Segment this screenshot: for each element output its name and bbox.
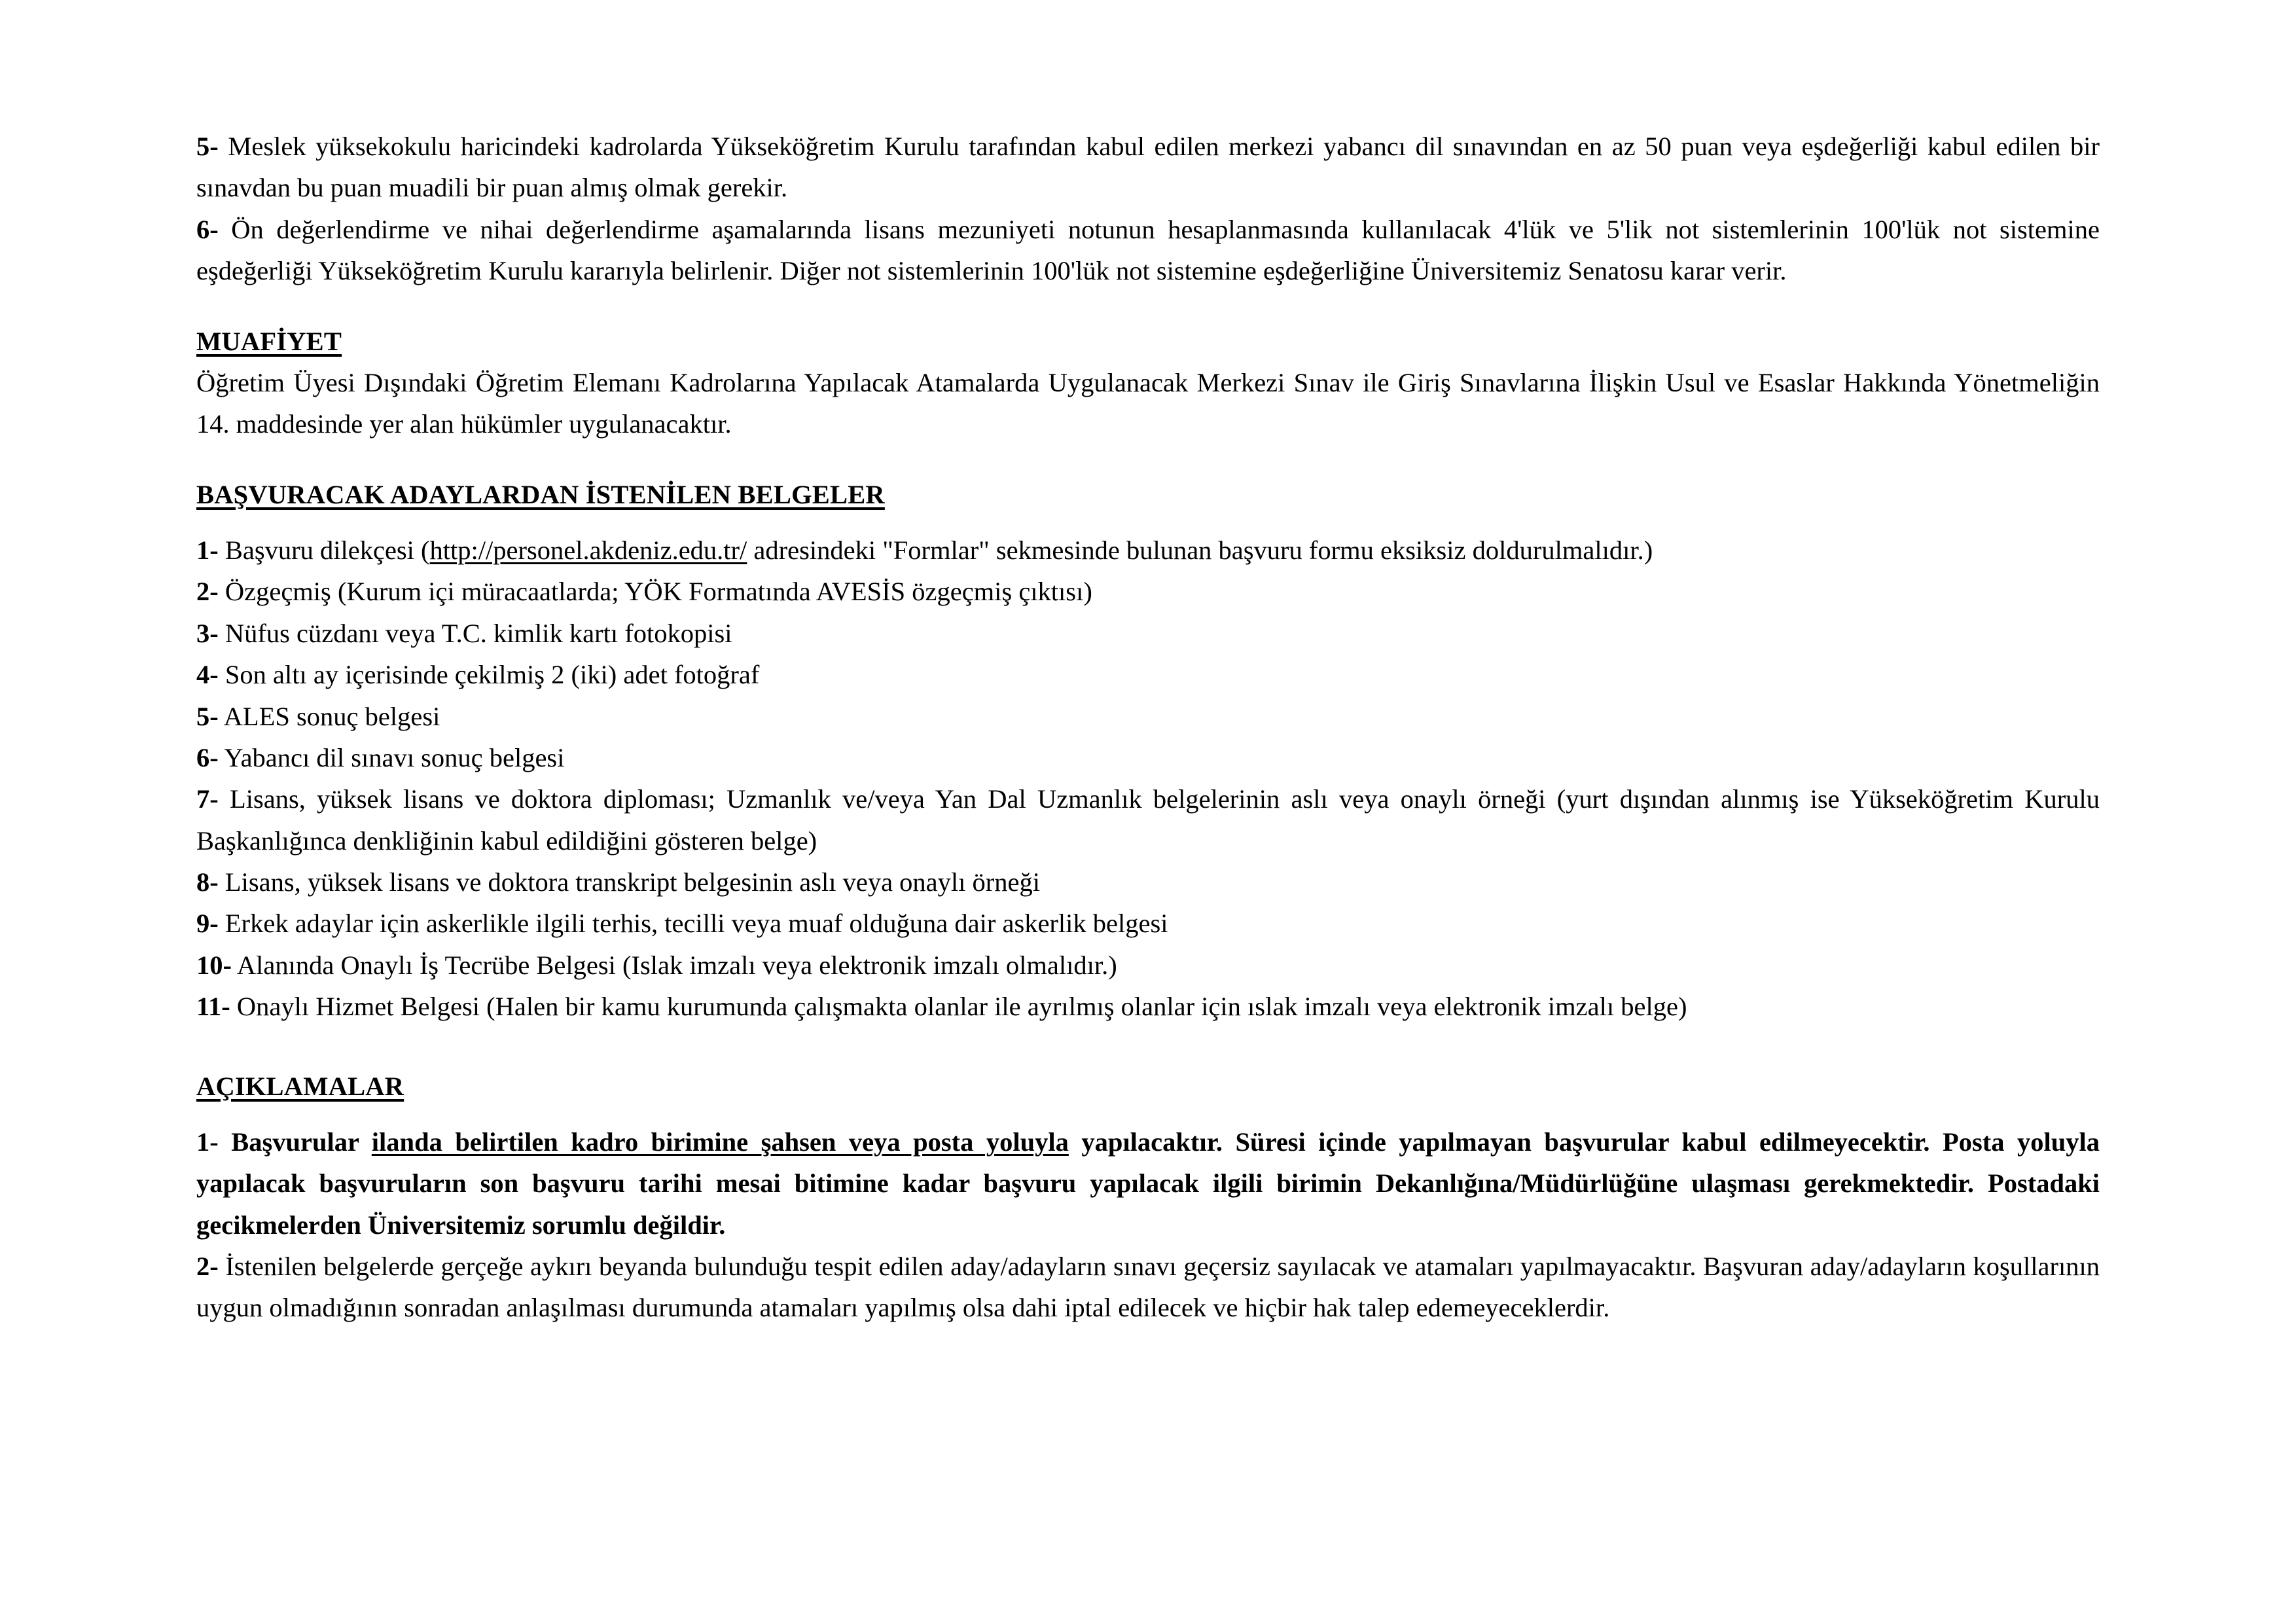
list-item-marker: 10- bbox=[196, 950, 232, 980]
list-item-marker: 11- bbox=[196, 992, 230, 1022]
section-heading-aciklamalar-text: AÇIKLAMALAR bbox=[196, 1071, 404, 1101]
section-heading-belgeler-text: BAŞVURACAK ADAYLARDAN İSTENİLEN BELGELER bbox=[196, 479, 885, 509]
section-heading-muafiyet bbox=[196, 321, 2100, 362]
list-item-marker: 8- bbox=[196, 867, 219, 897]
list-item bbox=[196, 945, 2100, 986]
list-item-marker: 3- bbox=[196, 618, 219, 648]
list-item-marker: 5- bbox=[196, 701, 219, 731]
list-item bbox=[196, 861, 2100, 903]
section-heading-muafiyet-text: MUAFİYET bbox=[196, 326, 342, 356]
list-item-marker: 1- bbox=[196, 535, 219, 565]
list-item bbox=[196, 530, 2100, 571]
spacer bbox=[196, 445, 2100, 474]
document-body bbox=[196, 126, 2100, 1329]
list-item bbox=[196, 696, 2100, 737]
list-item-text: Onaylı Hizmet Belgesi (Halen bir kamu kurumunda çalışmakta olanlar ile ayrılmış olanlar için ıslak imzalı veya elektronik imzalı belge) bbox=[236, 992, 1687, 1022]
spacer bbox=[196, 292, 2100, 321]
spacer bbox=[196, 1028, 2100, 1066]
list-item bbox=[196, 903, 2100, 944]
aciklama-2-text: İstenilen belgelerde gerçeğe aykırı beyanda bulunduğu tespit edilen aday/adayların sınavı geçersiz sayılacak ve atamaları yapılmayacaktır. Başvuran aday/adayların koşullarının uygun olmadığının sonradan anlaşılması durumunda atamaları yapılmış olsa dahi iptal edilecek ve hiçbir hak talep edemeyeceklerdir. bbox=[196, 1252, 2100, 1323]
list-item-text-suffix: adresindeki "Formlar" sekmesinde bulunan başvuru formu eksiksiz doldurulmalıdır.) bbox=[747, 535, 1653, 565]
list-item-text-prefix: Başvuru dilekçesi ( bbox=[224, 535, 430, 565]
list-item-text: Yabancı dil sınavı sonuç belgesi bbox=[224, 742, 565, 772]
list-item-marker: 6- bbox=[196, 742, 219, 772]
list-item bbox=[196, 571, 2100, 612]
clause-6-marker: 6- bbox=[196, 214, 219, 244]
personel-akdeniz-link[interactable]: http://personel.akdeniz.edu.tr/ bbox=[429, 535, 747, 565]
list-item-marker: 4- bbox=[196, 660, 219, 690]
list-item-text: Nüfus cüzdanı veya T.C. kimlik kartı fotokopisi bbox=[224, 618, 732, 648]
list-item bbox=[196, 654, 2100, 695]
aciklama-1-suffix: yapılacaktır. Süresi içinde yapılmayan başvurular kabul edilmeyecektir. Posta yoluyla yapılacak başvuruların son başvuru tarihi mesai bitimine kadar başvuru yapılacak ilgili birimin Dekanlığına/Müdürlüğüne ulaşması gerekmektedir. Postadaki gecikmelerden Üniversitemiz sorumlu değildir. bbox=[196, 1127, 2100, 1240]
list-item-text: ALES sonuç belgesi bbox=[223, 701, 440, 731]
list-item-text: Alanında Onaylı İş Tecrübe Belgesi (Islak imzalı veya elektronik imzalı olmalıdır.) bbox=[236, 950, 1117, 980]
clause-5 bbox=[196, 126, 2100, 209]
list-item-text: Lisans, yüksek lisans ve doktora transkript belgesinin aslı veya onaylı örneği bbox=[224, 867, 1040, 897]
aciklama-1 bbox=[196, 1121, 2100, 1246]
list-item-marker: 7- bbox=[196, 784, 219, 814]
clause-5-marker: 5- bbox=[196, 132, 219, 161]
clause-6 bbox=[196, 209, 2100, 292]
list-item-text: Son altı ay içerisinde çekilmiş 2 (iki) adet fotoğraf bbox=[224, 660, 760, 690]
list-item-text: Erkek adaylar için askerlikle ilgili terhis, tecilli veya muaf olduğuna dair askerlik belgesi bbox=[224, 909, 1168, 939]
required-documents-list bbox=[196, 530, 2100, 1028]
clause-5-text: Meslek yüksekokulu haricindeki kadrolarda Yükseköğretim Kurulu tarafından kabul edilen merkezi yabancı dil sınavından en az 50 puan veya eşdeğerliği kabul edilen bir sınavdan bu puan muadili bir puan almış olmak gerekir. bbox=[196, 132, 2100, 203]
list-item-marker: 2- bbox=[196, 577, 219, 607]
aciklama-2-marker: 2- bbox=[196, 1252, 219, 1281]
list-item-text: Lisans, yüksek lisans ve doktora diploması; Uzmanlık ve/veya Yan Dal Uzmanlık belgelerinin aslı veya onaylı örneği (yurt dışından alınmış ise Yükseköğretim Kurulu Başkanlığınca denkliğinin kabul edildiğini gösteren belge) bbox=[196, 784, 2100, 856]
aciklama-1-prefix: Başvurular bbox=[231, 1127, 372, 1157]
list-item bbox=[196, 737, 2100, 778]
section-heading-aciklamalar bbox=[196, 1066, 2100, 1107]
list-item bbox=[196, 613, 2100, 654]
spacer bbox=[196, 515, 2100, 530]
list-item-text: Özgeçmiş (Kurum içi müracaatlarda; YÖK Formatında AVESİS özgeçmiş çıktısı) bbox=[224, 577, 1092, 607]
spacer bbox=[196, 1107, 2100, 1121]
aciklama-2 bbox=[196, 1246, 2100, 1329]
aciklama-1-marker: 1- bbox=[196, 1127, 219, 1157]
clause-6-text: Ön değerlendirme ve nihai değerlendirme aşamalarında lisans mezuniyeti notunun hesaplanmasında kullanılacak 4'lük ve 5'lik not sistemlerinin 100'lük not sistemine eşdeğerliği Yükseköğretim Kurulu kararıyla belirlenir. Diğer not sistemlerinin 100'lük not sistemine eşdeğerliğine Üniversitemiz Senatosu karar verir. bbox=[196, 214, 2100, 286]
list-item bbox=[196, 986, 2100, 1027]
aciklama-1-underlined: ilanda belirtilen kadro birimine şahsen veya posta yoluyla bbox=[371, 1127, 1069, 1157]
list-item bbox=[196, 778, 2100, 861]
muafiyet-paragraph: Öğretim Üyesi Dışındaki Öğretim Elemanı Kadrolarına Yapılacak Atamalarda Uygulanacak Merkezi Sınav ile Giriş Sınavlarına İlişkin Usul ve Esaslar Hakkında Yönetmeliğin 14. maddesinde yer alan hükümler uygulanacaktır. bbox=[196, 367, 2100, 439]
list-item-marker: 9- bbox=[196, 909, 219, 939]
section-heading-belgeler bbox=[196, 474, 2100, 515]
